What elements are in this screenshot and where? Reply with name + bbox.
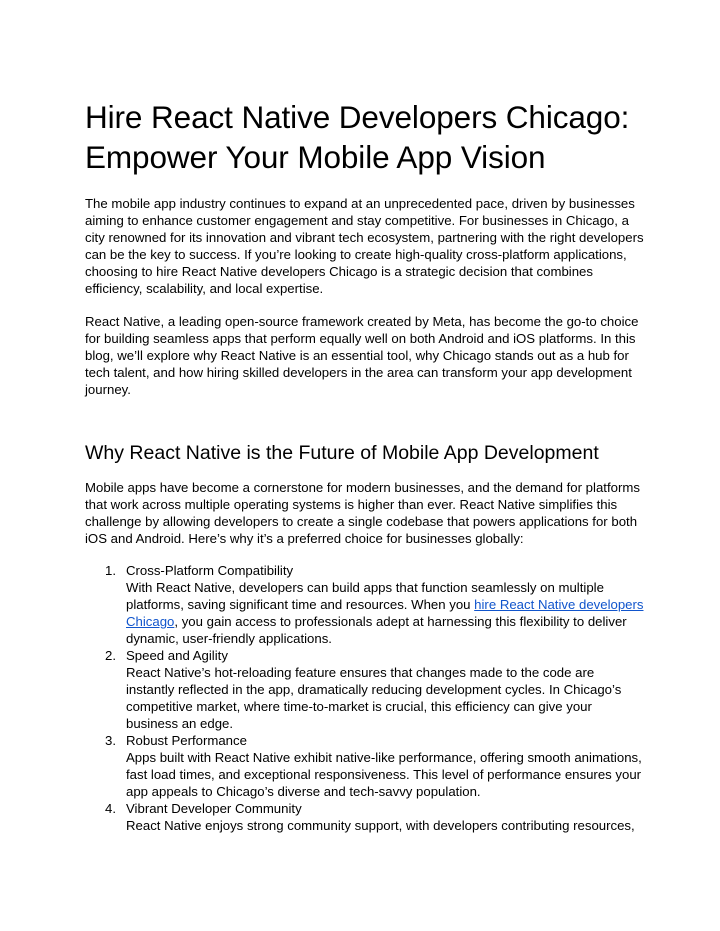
- list-item-title: Robust Performance: [126, 733, 247, 748]
- hire-developers-link[interactable]: hire React Native developers Chicago: [126, 597, 644, 629]
- list-item-number: 1.: [105, 563, 116, 578]
- section-paragraph: Mobile apps have become a cornerstone for modern businesses, and the demand for platforms that work across multiple operating systems is higher than ever. React Native simplifies this challenge by allowing developers to create a single codebase that powers applications for both iOS and Android. Here’s why it’s a preferred choice for businesses globally:: [85, 480, 640, 546]
- list-item-body: React Native enjoys strong community support, with developers contributing resources,: [126, 818, 635, 833]
- page-title: Hire React Native Developers Chicago: Empower Your Mobile App Vision: [85, 99, 630, 175]
- list-item-body: [126, 579, 645, 647]
- list-item-body: React Native’s hot-reloading feature ensures that changes made to the code are instantly reflected in the app, dramatically reducing development cycles. In Chicago’s competitive market, where time-to-market is crucial, this efficiency can give your business an edge.: [126, 665, 622, 731]
- list-item: [85, 647, 645, 732]
- list-item: [85, 732, 645, 800]
- list-item: [85, 800, 645, 834]
- section-heading: Why React Native is the Future of Mobile App Development: [85, 442, 599, 464]
- list-item-number: 4.: [105, 801, 116, 816]
- list-item-body-start: With React Native, developers can build apps that function seamlessly on multiple platforms, saving significant time and resources. When you: [126, 580, 604, 612]
- intro-paragraph-2: React Native, a leading open-source framework created by Meta, has become the go-to choice for building seamless apps that perform equally well on both Android and iOS platforms. In this blog, we’ll explore why React Native is an essential tool, why Chicago stands out as a hub for tech talent, and how hiring skilled developers in the area can transform your app development journey.: [85, 314, 639, 397]
- list-item-number: 2.: [105, 648, 116, 663]
- document-page: [85, 97, 645, 834]
- list-item: [85, 562, 645, 647]
- list-item-title: Speed and Agility: [126, 648, 228, 663]
- list-item-body: Apps built with React Native exhibit native-like performance, offering smooth animations, fast load times, and exceptional responsiveness. This level of performance ensures your app appeals to Chicago’s diverse and tech-savvy population.: [126, 750, 642, 799]
- list-item-title: Vibrant Developer Community: [126, 801, 302, 816]
- list-item-body-end: , you gain access to professionals adept at harnessing this flexibility to deliver dynamic, user-friendly applications.: [126, 614, 627, 646]
- benefits-list: [85, 562, 645, 834]
- list-item-title: Cross-Platform Compatibility: [126, 563, 294, 578]
- list-item-number: 3.: [105, 733, 116, 748]
- intro-paragraph-1: The mobile app industry continues to expand at an unprecedented pace, driven by businesses aiming to enhance customer engagement and stay competitive. For businesses in Chicago, a city renowned for its innovation and vibrant tech ecosystem, partnering with the right developers can be the key to success. If you’re looking to create high-quality cross-platform applications, choosing to hire React Native developers Chicago is a strategic decision that combines efficiency, scalability, and local expertise.: [85, 196, 644, 296]
